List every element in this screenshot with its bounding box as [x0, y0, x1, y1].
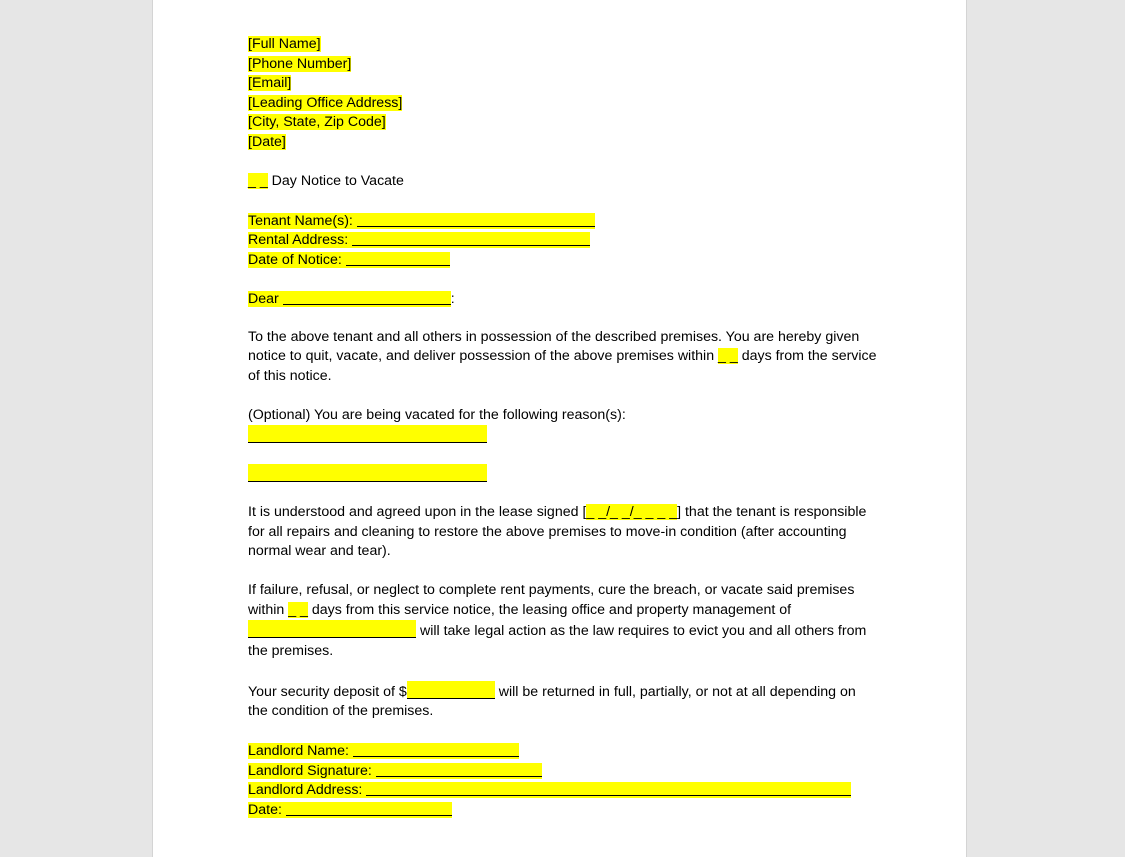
landlord-date-field[interactable]: [248, 802, 452, 818]
phone-number-field[interactable]: [Phone Number]: [248, 55, 352, 72]
tenant-names-label: Tenant Name(s):: [248, 212, 353, 229]
salutation-colon: :: [450, 290, 455, 307]
full-name-field[interactable]: [Full Name]: [248, 36, 321, 52]
property-management-blank[interactable]: [248, 620, 416, 638]
optional-reasons-label: (Optional) You are being vacated for the following reason(s):: [248, 406, 626, 423]
paragraph-deposit-text-a: Your security deposit of $: [248, 683, 407, 700]
rental-address-field[interactable]: [248, 232, 590, 248]
notice-days-within-blank[interactable]: _ _: [718, 348, 738, 364]
notice-title: [248, 172, 888, 192]
paragraph-lease: [248, 503, 873, 562]
landlord-date-blank[interactable]: [286, 800, 452, 816]
failure-days-blank[interactable]: _ _: [288, 601, 308, 618]
landlord-signature-blank[interactable]: [376, 761, 542, 777]
date-of-notice-label: Date of Notice:: [248, 251, 342, 268]
reason-blank-2[interactable]: [248, 464, 487, 482]
paragraph-failure-text-b: days from this service notice, the leasing office and property management of: [307, 601, 792, 618]
notice-title-text: Day Notice to Vacate: [267, 172, 404, 189]
salutation: [248, 289, 888, 309]
paragraph-lease-text-a: It is understood and agreed upon in the lease signed [: [248, 504, 587, 520]
reason-blank-1[interactable]: [248, 425, 487, 443]
paragraph-failure-text-c: will take legal action as the law requires to evict you and all others from the premises.: [248, 623, 867, 659]
landlord-signature-label: Landlord Signature:: [248, 762, 372, 779]
paragraph-lease-text-b: ] that the tenant is responsible for all repairs and cleaning to restore the above premises to move-in condition (after accounting normal wear and tear).: [248, 504, 867, 559]
dear-field[interactable]: [248, 291, 451, 307]
notice-days-blank[interactable]: _ _: [248, 172, 268, 189]
tenant-names-field[interactable]: [248, 213, 595, 229]
paragraph-deposit: [248, 681, 878, 722]
paragraph-notice: [248, 328, 878, 387]
landlord-name-field[interactable]: [248, 743, 519, 759]
office-address-field[interactable]: [Leading Office Address]: [248, 94, 403, 111]
landlord-name-label: Landlord Name:: [248, 743, 349, 759]
landlord-name-blank[interactable]: [353, 741, 519, 757]
dear-blank[interactable]: [283, 289, 451, 305]
rental-address-blank[interactable]: [352, 230, 590, 246]
date-field[interactable]: [Date]: [248, 133, 286, 150]
paragraph-notice-text-a: To the above tenant and all others in possession of the described premises. You are hereby given notice to quit, vacate, and deliver possession of the above premises within: [248, 328, 860, 364]
document-body[interactable]: [248, 35, 888, 819]
tenant-names-blank[interactable]: [357, 211, 595, 227]
lease-date-blank[interactable]: _ _/_ _/_ _ _ _: [586, 504, 678, 520]
rental-address-label: Rental Address:: [248, 232, 349, 248]
landlord-signature-field[interactable]: [248, 763, 542, 779]
landlord-address-blank[interactable]: [366, 780, 851, 796]
date-of-notice-field[interactable]: [248, 252, 450, 268]
paragraph-failure: [248, 581, 878, 661]
paragraph-notice-text-b: days from the service of this notice.: [248, 348, 877, 384]
security-deposit-blank[interactable]: [407, 681, 495, 699]
dear-label: Dear: [248, 290, 279, 307]
landlord-address-field[interactable]: [248, 782, 851, 798]
city-state-zip-field[interactable]: [City, State, Zip Code]: [248, 114, 386, 130]
document-page[interactable]: [152, 0, 967, 857]
date-of-notice-blank[interactable]: [346, 250, 450, 266]
paragraph-deposit-text-b: will be returned in full, partially, or not at all depending on the condition of the premises.: [248, 683, 856, 719]
landlord-date-label: Date:: [248, 801, 282, 818]
landlord-address-label: Landlord Address:: [248, 782, 363, 798]
email-field[interactable]: [Email]: [248, 75, 292, 91]
paragraph-failure-text-a: If failure, refusal, or neglect to complete rent payments, cure the breach, or vacate said premises within: [248, 582, 855, 618]
